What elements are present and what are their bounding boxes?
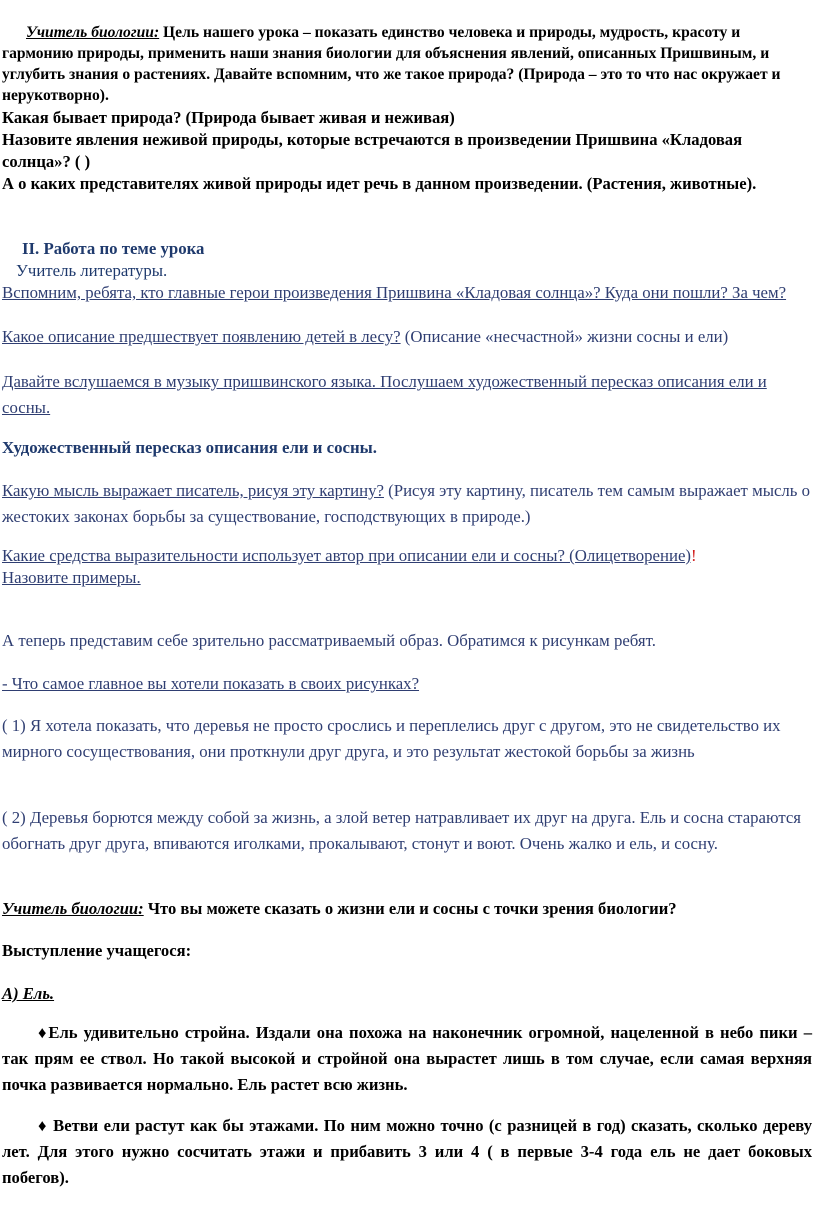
- bio-teacher-intro: [2, 22, 812, 106]
- question-main-heroes: Вспомним, ребята, кто главные герои произведения Пришвина «Кладовая солнца»? Куда они пошли? За чем?: [2, 283, 787, 302]
- nonliving-nature-question: Назовите явления неживой природы, которые встречаются в произведении Пришвина «Кладовая солнца»? ( ): [2, 130, 743, 171]
- question-thought-answer: (Рисуя эту картину, писатель тем самым выражает мысль о жестоких законах борьбы за существование, господствующих в природе.): [2, 481, 811, 526]
- question-description-text: Какое описание предшествует появлению детей в лесу?: [2, 327, 401, 346]
- fir-paragraph-1: [2, 1020, 812, 1098]
- nature-kinds-question: Какая бывает природа? (Природа бывает живая и неживая): [2, 108, 455, 127]
- fir-paragraph-2: [2, 1113, 812, 1191]
- question-description-answer: (Описание «несчастной» жизни сосны и ели): [400, 327, 729, 346]
- question-expressive-means-text: Какие средства выразительности использует автор при описании ели и сосны? (Олицетворение): [2, 546, 691, 565]
- bio-teacher-question-text: Что вы можете сказать о жизни ели и сосны с точки зрения биологии?: [143, 899, 677, 918]
- lit-teacher-label: Учитель литературы.: [16, 261, 168, 280]
- name-examples-prompt: Назовите примеры.: [2, 568, 141, 587]
- bio-teacher-question: [2, 898, 812, 920]
- fir-paragraph-1-text: Ель удивительно стройна. Издали она похожа на наконечник огромной, нацеленной в небо пики – так прям ее ствол. Но такой высокой и стройной она вырастет лишь в том случае, если самая верхняя почка развивается нормально. Ель растет всю жизнь.: [2, 1023, 812, 1094]
- question-thought-text: Какую мысль выражает писатель, рисуя эту картину?: [2, 481, 384, 500]
- listen-prompt: Давайте вслушаемся в музыку пришвинского языка. Послушаем художественный пересказ описания ели и сосны.: [2, 372, 767, 417]
- fir-heading: А) Ель.: [2, 984, 55, 1003]
- imagine-paragraph: А теперь представим себе зрительно рассматриваемый образ. Обратимся к рисункам ребят.: [2, 631, 656, 650]
- question-description: [2, 326, 812, 348]
- retelling-title: Художественный пересказ описания ели и сосны.: [2, 438, 377, 457]
- fir-paragraph-2-text: Ветви ели растут как бы этажами. По ним можно точно (с разницей в год) сказать, сколько дереву лет. Для этого нужно сосчитать этажи и прибавить 3 или 4 ( в первые 3-4 года ель не дает боковых побегов).: [2, 1116, 813, 1187]
- diamond-bullet-icon-2: ♦: [38, 1116, 48, 1135]
- drawings-question: - Что самое главное вы хотели показать в своих рисунках?: [2, 674, 420, 693]
- bio-teacher-label: Учитель биологии:: [26, 24, 160, 41]
- bio-teacher-label-2: Учитель биологии:: [2, 899, 144, 918]
- answer-2: ( 2) Деревья борются между собой за жизнь, а злой ветер натравливает их друг на друга. Ель и сосна стараются обогнать друг друга, впиваются иголками, прокалывают, стонут и воют. Очень жалко и ель, и сосну.: [2, 808, 802, 853]
- living-nature-question: А о каких представителях живой природы идет речь в данном произведении. (Растения, животные).: [2, 174, 757, 193]
- student-speech-label: Выступление учащегося:: [2, 941, 192, 960]
- bio-teacher-intro-text: Цель нашего урока – показать единство человека и природы, мудрость, красоту и гармонию природы, применить наши знания биологии для объяснения явлений, описанных Пришвиным, и углубить знания о растениях. Давайте вспомним, что же такое природа? (Природа – это то что нас окружает и нерукотворно).: [2, 24, 781, 104]
- diamond-bullet-icon: ♦: [38, 1023, 49, 1042]
- question-thought: [2, 478, 812, 530]
- question-expressive-means: [2, 545, 812, 589]
- answer-1: ( 1) Я хотела показать, что деревья не просто срослись и переплелись друг с другом, это не свидетельство их мирного сосуществования, они проткнули друг друга, и это результат жестокой борьбы за жизнь: [2, 716, 781, 761]
- section-title: II. Работа по теме урока: [22, 239, 205, 258]
- exclamation-mark: !: [690, 546, 697, 565]
